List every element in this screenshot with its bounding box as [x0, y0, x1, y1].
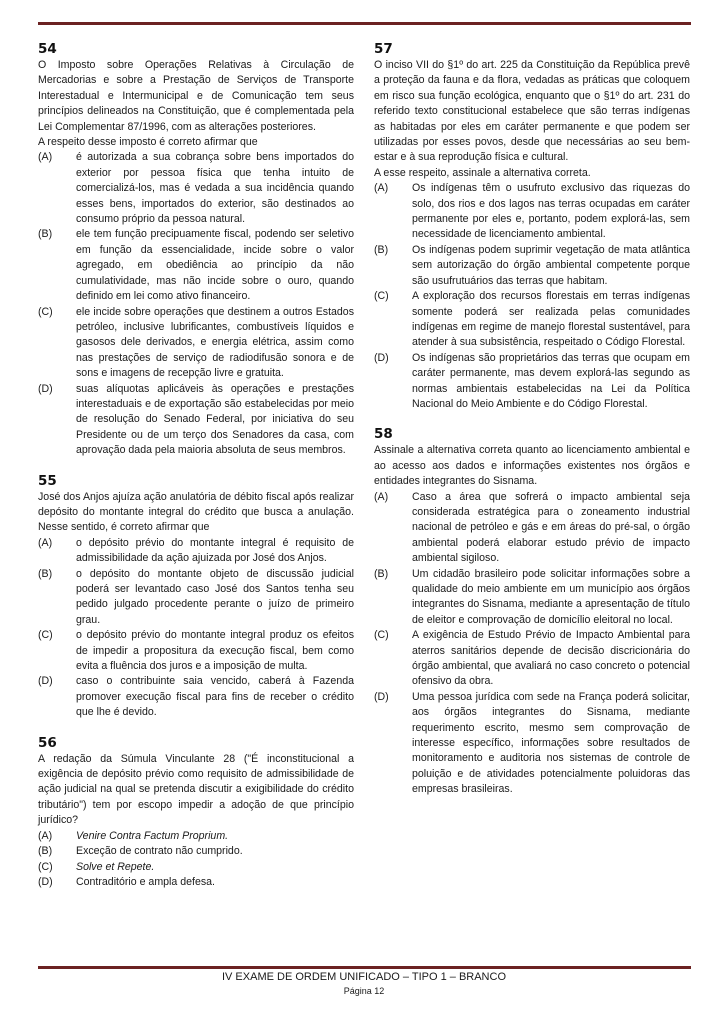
option-text: o depósito prévio do montante integral é requisito de admissibilidade da ação ajuizada por José dos Anjos. — [76, 536, 354, 565]
option-letter: (B) — [374, 243, 389, 256]
option-letter: (A) — [38, 829, 53, 842]
option-letter: (D) — [38, 675, 53, 688]
option-letter: (C) — [374, 629, 389, 642]
footer-rule — [38, 966, 691, 969]
option-letter: (C) — [38, 305, 53, 318]
option-letter: (C) — [374, 290, 389, 303]
question-stem: A redação da Súmula Vinculante 28 ("É inconstitucional a exigência de depósito prévio como requisito de admissibilidade de ação judicial na qual se pretenda discutir a exigibilidade do crédito tributário") tem por escopo impedir a adoção de que princípio jurídico? — [38, 752, 354, 827]
option-letter: (B) — [38, 228, 53, 241]
option-a — [374, 490, 690, 567]
option-c — [374, 289, 690, 351]
question-stem: José dos Anjos ajuíza ação anulatória de débito fiscal após realizar depósito do montante integral do crédito que busca a anulação. Nesse sentido, é correto afirmar que — [38, 490, 354, 534]
option-text: Venire Contra Factum Proprium. — [76, 829, 229, 842]
question-57 — [374, 40, 690, 412]
option-letter: (A) — [38, 151, 53, 164]
option-letter: (D) — [374, 690, 389, 703]
option-text: Exceção de contrato não cumprido. — [76, 845, 243, 858]
option-letter: (C) — [38, 629, 53, 642]
option-text: Solve et Repete. — [76, 860, 155, 873]
option-d — [38, 382, 354, 459]
option-letter: (A) — [374, 490, 389, 503]
question-number: 56 — [38, 734, 57, 751]
option-d — [38, 875, 354, 890]
option-b — [38, 227, 354, 304]
option-b — [38, 567, 354, 629]
option-letter: (D) — [38, 875, 53, 888]
option-text: Os indígenas têm o usufruto exclusivo das riquezas do solo, dos rios e dos lagos nas terras ocupadas em caráter permanente por eles e, portanto, podem explorá-las, sem necessidade de licenciamento ambiental. — [412, 182, 690, 241]
option-text: Um cidadão brasileiro pode solicitar informações sobre a qualidade do meio ambiente em um município aos órgãos integrantes do Sisnama, mediante a apresentação de título de eleitor e comprovação de domicílio eleitoral no local. — [412, 567, 690, 626]
option-text: Os indígenas são proprietários das terras que ocupam em caráter permanente, mas devem explorá-las segundo as normas ambientais estabelecidas na Lei da Política Nacional do Meio Ambiente e do Código Florestal. — [412, 351, 690, 410]
option-text: o depósito prévio do montante integral produz os efeitos de impedir a propositura da execução fiscal, bem como evita a fluência dos juros e a imposição de multa. — [76, 629, 354, 673]
option-text: Os indígenas podem suprimir vegetação de mata atlântica sem autorização do órgão ambiental competente porque são usufrutuários das terras que habitam. — [412, 243, 690, 287]
option-b — [374, 567, 690, 629]
option-text: A exploração dos recursos florestais em terras indígenas somente poderá ser realizada pelas comunidades indígenas em regime de manejo florestal sustentável, para atender à sua subsistência, respeitado o Código Florestal. — [412, 290, 690, 349]
option-letter: (B) — [374, 567, 389, 580]
option-letter: (B) — [38, 845, 53, 858]
right-column — [374, 40, 690, 798]
option-c — [38, 860, 354, 875]
footer-page-number: Página 12 — [343, 986, 385, 996]
footer-exam-title: IV EXAME DE ORDEM UNIFICADO – TIPO 1 – BRANCO — [221, 971, 507, 983]
question-prompt: A esse respeito, assinale a alternativa correta. — [374, 166, 591, 179]
question-stem: O Imposto sobre Operações Relativas à Circulação de Mercadorias e sobre a Prestação de Serviços de Transporte Interestadual e Intermunicipal e de Comunicação tem seus princípios delineados na Constituição, que é complementada pela Lei Complementar 87/1996, com as alterações posteriores. — [38, 59, 354, 133]
question-number: 54 — [38, 41, 57, 57]
option-a — [374, 181, 690, 243]
option-text: é autorizada a sua cobrança sobre bens importados do exterior por pessoa física que tenha intuito de comercializá-los, mas é vedada a sua incidência quando esses bens, importados do exterior, são destinados ao consumo próprio da pessoa natural. — [76, 151, 354, 226]
option-text: Uma pessoa jurídica com sede na França poderá solicitar, aos órgãos integrantes do Sisnama, mediante requerimento escrito, mesmo sem comprovação de interesse específico, informações sobre resultados de monitoramento e auditoria nos sistemas de controle de poluição e de atividades potencialmente poluidoras das empresas brasileiras. — [412, 690, 690, 796]
option-text: A exigência de Estudo Prévio de Impacto Ambiental para aterros sanitários depende de decisão discricionária do órgão ambiental, que avaliará no caso concreto o potencial ofensivo da obra. — [412, 629, 690, 688]
option-d — [374, 351, 690, 413]
option-letter: (D) — [38, 382, 53, 395]
option-letter: (D) — [374, 351, 389, 364]
option-text: caso o contribuinte saia vencido, caberá à Fazenda promover execução fiscal para fins de receber o crédito que lhe é devido. — [76, 675, 354, 719]
option-d — [374, 690, 690, 798]
option-d — [38, 674, 354, 720]
question-stem: O inciso VII do §1º do art. 225 da Constituição da República prevê a proteção da fauna e da flora, vedadas as práticas que coloquem em risco sua função ecológica, enquanto que o §1º do art. 231 do referido texto constitucional estabelece que são terras indígenas as habitadas por eles em caráter permanente e que podem ser utilizadas por esses povos, desde que necessárias ao seu bem-estar e à sua reprodução física e cultural. — [374, 59, 690, 164]
option-a — [38, 150, 354, 227]
left-column — [38, 40, 354, 890]
question-56 — [38, 734, 354, 891]
option-b — [374, 243, 690, 289]
question-55 — [38, 472, 354, 721]
option-letter: (A) — [38, 536, 53, 549]
option-text: Caso a área que sofrerá o impacto ambiental seja considerada estratégica para o zoneamento industrial nacional de petróleo e gás e em áreas do pré-sal, o órgão ambiental poderá elaborar estudo prévio de impacto ambiental sigiloso. — [412, 490, 690, 565]
option-c — [374, 628, 690, 690]
header-rule — [38, 22, 691, 25]
option-letter: (C) — [38, 860, 53, 873]
option-c — [38, 305, 354, 382]
option-letter: (A) — [374, 182, 389, 195]
option-c — [38, 628, 354, 674]
option-text: ele incide sobre operações que destinem a outros Estados petróleo, inclusive lubrificantes, combustíveis líquidos e gasosos dele derivados, e energia elétrica, assim como nas prestações de serviço de radiodifusão sonora e de sons e imagens de recepção livre e gratuita. — [76, 305, 354, 380]
question-prompt: A respeito desse imposto é correto afirmar que — [38, 136, 258, 149]
option-letter: (B) — [38, 567, 53, 580]
question-58 — [374, 425, 690, 797]
question-number: 57 — [374, 41, 393, 57]
option-a — [38, 536, 354, 567]
option-text: Contraditório e ampla defesa. — [76, 875, 215, 888]
option-text: suas alíquotas aplicáveis às operações e prestações interestaduais e de exportação são estabelecidas por meio de resolução do Senado Federal, por iniciativa do seu Presidente ou de um terço dos Senadores da casa, com aprovação dada pela maioria absoluta de seus membros. — [76, 382, 354, 457]
question-number: 58 — [374, 426, 393, 443]
option-text: o depósito do montante objeto de discussão judicial poderá ser levantado caso José dos Santos tenha seu pedido julgado procedente perante o juízo de primeiro grau. — [76, 567, 354, 626]
option-text: ele tem função precipuamente fiscal, podendo ser seletivo em função da essencialidade, incide sobre o valor agregado, em obediência ao princípio da não cumulatividade, mas não incide sobre o ouro, quando definido em lei como ativo financeiro. — [76, 228, 354, 303]
option-b — [38, 844, 354, 859]
option-a — [38, 829, 354, 844]
question-54 — [38, 40, 354, 459]
question-stem: Assinale a alternativa correta quanto ao licenciamento ambiental e ao acesso aos dados e informações existentes nos órgãos e entidades integrantes do Sisnama. — [374, 444, 690, 488]
question-number: 55 — [38, 472, 57, 489]
